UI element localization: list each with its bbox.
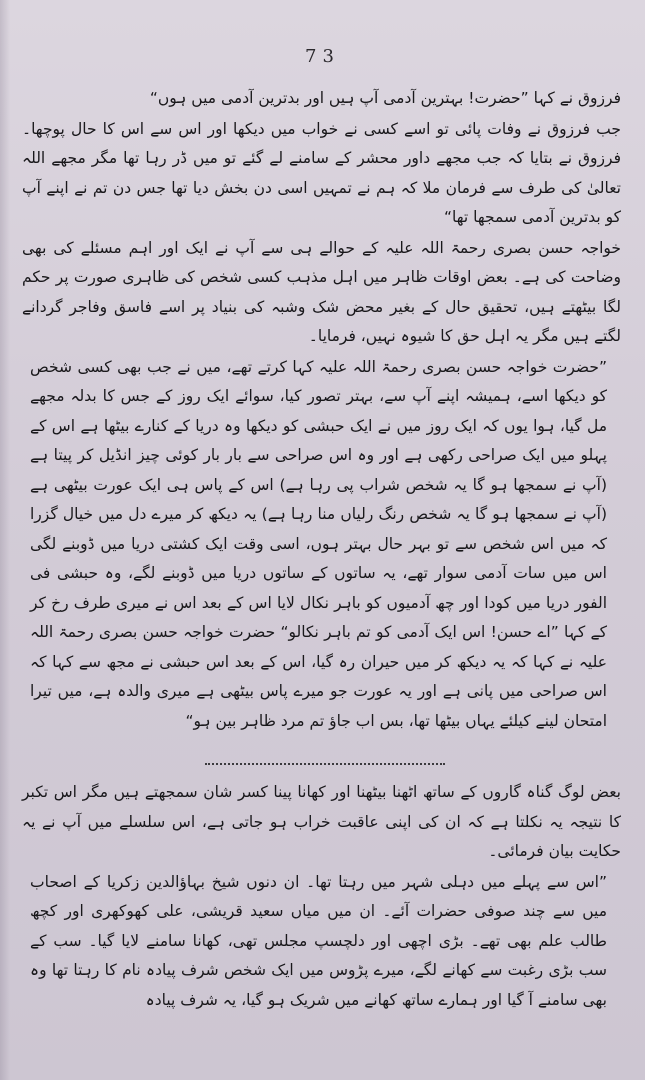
paragraph: جب فرزوق نے وفات پائی تو اسے کسی نے خواب میں دیکھا اور اس سے اس کا حال پوچھا۔ فرزوق نے بتایا کہ جب مجھے داور محشر کے سامنے لے گئے تو میں ڈر رہا تھا مگر مجھے اللہ تعالیٰ کی طرف سے فرمان ملا کہ ہم نے تمہیں اسی دن بخش دیا تھا جس دن تم نے اپنے آپ کو بدترین آدمی سمجھا تھا“: [22, 119, 621, 226]
text-block-bottom: [22, 778, 621, 1016]
quoted-story-paragraph: ”حضرت خواجہ حسن بصری رحمۃ اللہ علیہ کہا کرتے تھے، میں نے جب بھی کسی شخص کو دیکھا اسے، ہمیشہ اپنے آپ سے، بہتر تصور کیا، سوائے ایک روز کے جس کا بدلہ مجھے مل گیا، ہوا یوں کہ ایک روز میں نے ایک حبشی کو دیکھا وہ دریا کے کنارے بیٹھا ہے اس کے پہلو میں ایک صراحی رکھی ہے اور وہ اس صراحی سے بار بار کوئی چیز انڈیل کر پیتا ہے (آپ نے سمجھا ہو گا یہ شخص شراب پی رہا ہے) اس کے پاس ہی ایک عورت بیٹھی ہے (آپ نے سمجھا ہو گا یہ شخص رنگ رلیاں منا رہا ہے) یہ دیکھ کر میرے دل میں خیال گزرا کہ میں اس شخص سے تو بہر حال بہتر ہوں، اسی وقت ایک کشتی دریا میں ڈوبنے لگی اس میں سات آدمی سوار تھے، یہ ساتوں کے ساتوں دریا میں ڈوبنے لگے، وہ حبشی فی الفور دریا میں کودا اور چھ آدمیوں کو باہر نکال لایا اس کے بعد اس نے میری طرف رخ کر کے کہا ”اے حسن! اس ایک آدمی کو تم باہر نکالو“ حضرت خواجہ حسن بصری رحمۃ اللہ علیہ نے کہا کہ یہ دیکھ کر میں حیران رہ گیا، اس کے بعد اس حبشی نے مجھ سے کہا کہ اس صراحی میں پانی ہے اور یہ عورت جو میرے پاس بیٹھی ہے میری والدہ ہے، میں تیرا امتحان لینے کیلئے یہاں بیٹھا تھا، بس اب جاؤ تم مرد ظاہر بین ہو“: [30, 357, 607, 730]
paragraph: خواجہ حسن بصری رحمۃ اللہ علیہ کے حوالے ہی سے آپ نے ایک اور اہم مسئلے کی بھی وضاحت کی ہے۔ بعض اوقات ظاہر میں اہل مذہب کسی شخص کی ظاہری صورت پر حکم لگا بیٹھتے ہیں، تحقیق حال کے بغیر محض شک وشبہ کی بنیاد پر اسے فاسق وفاجر گردانے لگتے ہیں مگر یہ اہل حق کا شیوہ نہیں، فرمایا۔: [22, 238, 621, 345]
paragraph: بعض لوگ گناہ گاروں کے ساتھ اٹھنا بیٹھنا اور کھانا پینا کسر شان سمجھتے ہیں مگر اس تکبر کا نتیجہ یہ نکلتا ہے کہ ان کی اپنی عاقبت خراب ہو جاتی ہے، اس سلسلے میں آپ نے یہ حکایت بیان فرمائی۔: [22, 783, 621, 860]
quoted-story-paragraph: ”اس سے پہلے میں دہلی شہر میں رہتا تھا۔ ان دنوں شیخ بہاؤالدین زکریا کے اصحاب میں سے چند صوفی حضرات آئے۔ ان میں میاں سعید قریشی، علی کھوکھری اور کچھ طالب علم بھی تھے۔ بڑی اچھی اور دلچسپ مجلس تھی، کھانا سامنے لایا گیا۔ سب کے سب بڑی رغبت سے کھانے لگے، میرے پڑوس میں ایک شخص شرف پیادہ نام کا رہتا تھا وہ بھی سامنے آ گیا اور ہمارے ساتھ کھانے میں شریک ہو گیا، یہ شرف پیادہ: [30, 872, 607, 1009]
page-number: 73: [305, 46, 340, 67]
paragraph: فرزوق نے کہا ”حضرت! بہترین آدمی آپ ہیں اور بدترین آدمی میں ہوں“: [149, 89, 621, 107]
dotted-divider: [205, 763, 445, 765]
scan-edge-shadow: [0, 0, 10, 1080]
text-block-top: [22, 84, 621, 737]
